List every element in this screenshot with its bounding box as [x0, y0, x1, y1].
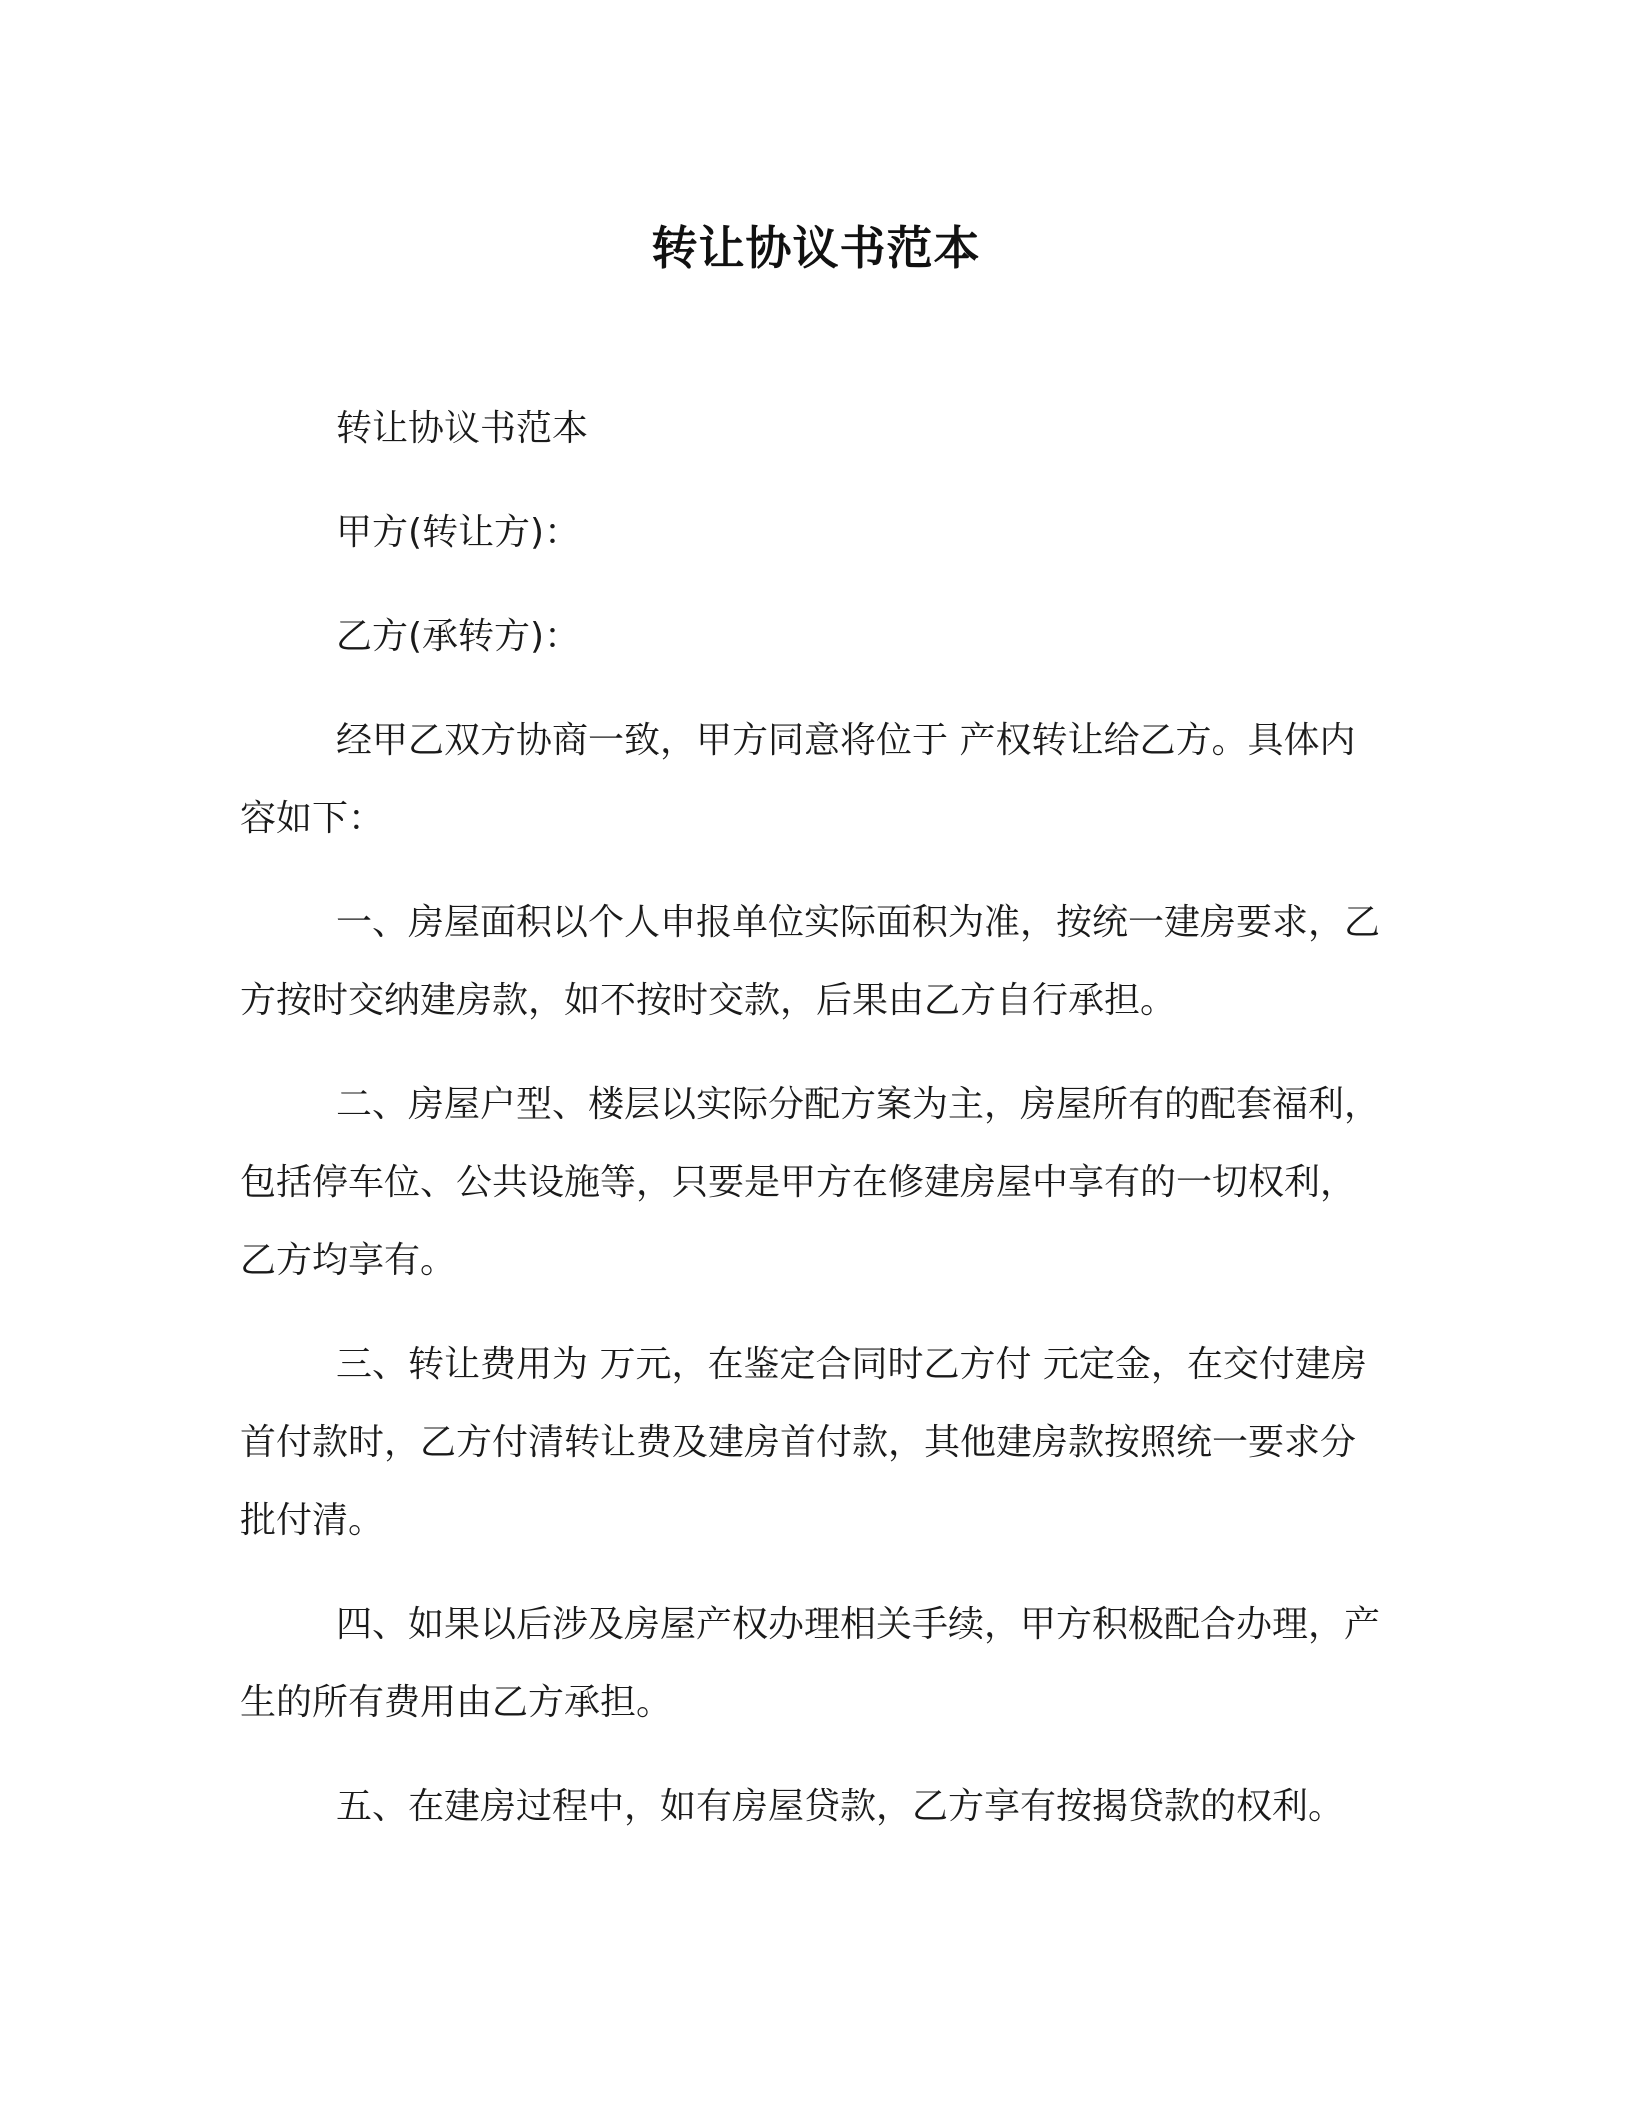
paragraph-party-b: 乙方(承转方)：	[336, 616, 581, 657]
paragraph-clause-1: 一、房屋面积以个人申报单位实际面积为准，按统一建房要求，乙方按时交纳建房款，如不按时交款，后果由乙方自行承担。	[240, 902, 1381, 1021]
paragraph-party-a: 甲方(转让方)：	[336, 512, 581, 553]
paragraph-clause-4: 四、如果以后涉及房屋产权办理相关手续，甲方积极配合办理，产生的所有费用由乙方承担。	[240, 1604, 1381, 1723]
paragraph-clause-2: 二、房屋户型、楼层以实际分配方案为主，房屋所有的配套福利，包括停车位、公共设施等，只要是甲方在修建房屋中享有的一切权利，乙方均享有。	[240, 1084, 1381, 1281]
document-title: 转让协议书范本	[651, 221, 981, 275]
paragraph-subtitle: 转让协议书范本	[336, 408, 589, 449]
paragraph-clause-3: 三、转让费用为 万元，在鉴定合同时乙方付 元定金，在交付建房首付款时，乙方付清转让费及建房首付款，其他建房款按照统一要求分批付清。	[240, 1344, 1367, 1541]
paragraph-clause-5: 五、在建房过程中，如有房屋贷款，乙方享有按揭贷款的权利。	[336, 1786, 1345, 1827]
paragraph-intro: 经甲乙双方协商一致，甲方同意将位于 产权转让给乙方。具体内容如下：	[240, 720, 1356, 839]
document-body	[240, 390, 1390, 1872]
